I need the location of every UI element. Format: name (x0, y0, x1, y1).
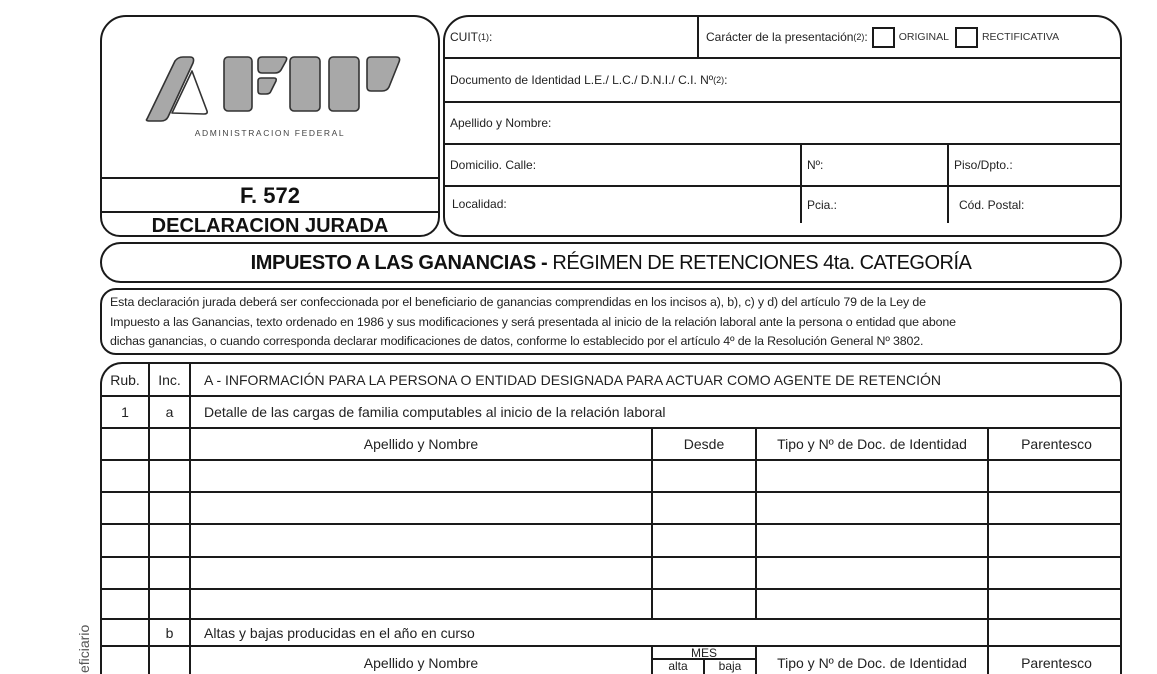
table-row (102, 556, 1120, 588)
table-columns-row (102, 427, 1120, 459)
col-b-mes (651, 647, 755, 674)
table-row-b (102, 618, 1120, 645)
row-domicilio (445, 143, 1120, 185)
notice-box (100, 288, 1122, 355)
col-inc-header: Inc. (148, 364, 189, 395)
cuit-field[interactable]: CUIT (1) : (450, 30, 493, 44)
col-b-parentesco: Parentesco (987, 647, 1122, 674)
apellido-input[interactable] (189, 525, 651, 556)
table-row (102, 459, 1120, 491)
desde-input[interactable] (651, 590, 755, 618)
domicilio-calle-field[interactable]: Domicilio. Calle: (450, 158, 537, 172)
heading-regular: RÉGIMEN DE RETENCIONES 4ta. CATEGORÍA (552, 252, 972, 274)
alta-label: alta (668, 659, 688, 673)
inc-value: a (148, 397, 189, 427)
row-apellido-nombre (445, 101, 1120, 143)
desde-input[interactable] (651, 558, 755, 588)
inc-value: b (148, 620, 189, 645)
row-cuit (445, 17, 1120, 57)
form-id-box (100, 15, 440, 237)
rub-value: 1 (121, 404, 129, 420)
apellido-input[interactable] (189, 558, 651, 588)
notice-line: Impuesto a las Ganancias, texto ordenado en 1986 y sus modificaciones y será presentada al inicio de la relación laboral ante la persona o entidad que abone (110, 314, 956, 329)
parentesco-input[interactable] (987, 461, 1122, 491)
doc-input[interactable] (755, 493, 987, 523)
desde-input[interactable] (651, 525, 755, 556)
caracter-field: Carácter de la presentación (2) : ORIGINAL RECTIFICATIVA (697, 17, 1122, 57)
doc-input[interactable] (755, 558, 987, 588)
mes-label: MES (653, 647, 755, 660)
parentesco-input[interactable] (987, 493, 1122, 523)
table-row (102, 523, 1120, 556)
col-parentesco: Parentesco (987, 429, 1122, 459)
col-apellido-nombre: Apellido y Nombre (189, 429, 651, 459)
original-label: ORIGINAL (898, 31, 949, 43)
provincia-field[interactable]: Pcia.: (800, 187, 947, 223)
col-rub-header: Rub. (110, 371, 140, 388)
notice-line: Esta declaración jurada deberá ser confeccionada por el beneficiario de ganancias comprendidas en los incisos a), b), c) y d) del artículo 79 de la Ley de (110, 295, 926, 309)
cuit-label: CUIT (450, 30, 478, 44)
afip-logo (102, 17, 438, 177)
parentesco-input[interactable] (987, 558, 1122, 588)
apellido-input[interactable] (189, 493, 651, 523)
col-desde: Desde (651, 429, 755, 459)
col-b-doc-identidad: Tipo y Nº de Doc. de Identidad (755, 647, 987, 674)
form-title: DECLARACION JURADA (102, 211, 438, 237)
section-a-table (100, 362, 1122, 674)
desde-input[interactable] (651, 493, 755, 523)
parentesco-input[interactable] (987, 525, 1122, 556)
caracter-label: Carácter de la presentación (706, 30, 854, 44)
afip-logo-icon (102, 17, 440, 127)
table-row-1a (102, 395, 1120, 427)
logo-subtitle: ADMINISTRACION FEDERAL (194, 128, 346, 138)
doc-input[interactable] (755, 461, 987, 491)
cod-postal-field[interactable]: Cód. Postal: (947, 187, 1122, 223)
baja-label: baja (703, 660, 755, 674)
doc-input[interactable] (755, 590, 987, 618)
parentesco-input[interactable] (987, 590, 1122, 618)
notice-line: dichas ganancias, o cuando corresponda declarar modificaciones de datos, conforme lo establecido por el artículo 4º de la Resolución General Nº 3802. (110, 334, 924, 348)
section-a-title: Detalle de las cargas de familia computables al inicio de la relación laboral (189, 397, 1122, 427)
col-b-apellido-nombre: Apellido y Nombre (189, 647, 651, 674)
row-documento (445, 57, 1120, 101)
table-row (102, 491, 1120, 523)
table-header-row (102, 364, 1120, 395)
apellido-input[interactable] (189, 461, 651, 491)
row-localidad (445, 185, 1120, 237)
doc-input[interactable] (755, 525, 987, 556)
side-label (71, 600, 95, 674)
apellido-input[interactable] (189, 590, 651, 618)
apellido-nombre-field[interactable]: Apellido y Nombre: (450, 116, 552, 130)
side-label-text: eficiario (76, 624, 92, 673)
section-title: A - INFORMACIÓN PARA LA PERSONA O ENTIDAD DESIGNADA PARA ACTUAR COMO AGENTE DE RETENCIÓN (189, 364, 1122, 395)
table-row (102, 588, 1120, 618)
section-b-title: Altas y bajas producidas en el año en curso (189, 620, 987, 645)
localidad-field[interactable]: Localidad: (452, 197, 507, 211)
heading-bold: IMPUESTO A LAS GANANCIAS (250, 252, 536, 274)
rectificativa-label: RECTIFICATIVA (981, 31, 1060, 43)
documento-label: Documento de Identidad L.E./ L.C./ D.N.I./ C.I. Nº (450, 73, 714, 87)
form-number: F. 572 (102, 177, 438, 211)
heading-separator: - (535, 252, 553, 274)
original-checkbox[interactable] (872, 27, 895, 48)
rectificativa-checkbox[interactable] (955, 27, 978, 48)
documento-field[interactable]: Documento de Identidad L.E./ L.C./ D.N.I./ C.I. Nº (2) : (450, 73, 728, 87)
numero-field[interactable]: Nº: (800, 145, 947, 185)
inc-cell (148, 429, 189, 459)
piso-dpto-field[interactable]: Piso/Dpto.: (947, 145, 1122, 185)
table-columns-row-b (102, 645, 1120, 674)
col-doc-identidad: Tipo y Nº de Doc. de Identidad (755, 429, 987, 459)
taxpayer-info-box (443, 15, 1122, 237)
rub-cell (102, 429, 148, 459)
form-heading (100, 242, 1122, 283)
desde-input[interactable] (651, 461, 755, 491)
